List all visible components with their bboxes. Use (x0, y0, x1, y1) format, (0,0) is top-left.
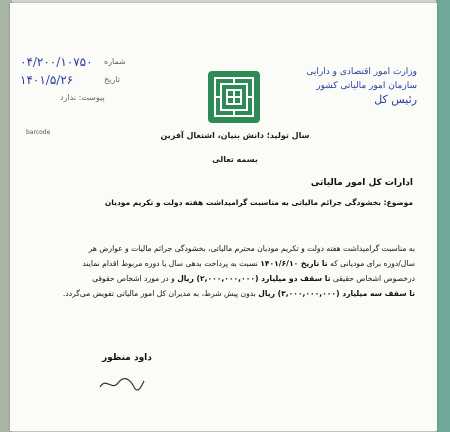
barcode-placeholder: barcode (26, 129, 51, 136)
letter-date-value: ۱۴۰۱/۵/۲۶ (20, 73, 74, 87)
letter-attachment-label: پیوست: ندارد (60, 93, 105, 102)
signer-name: داود منظور (102, 353, 152, 363)
background-frame-right (436, 0, 450, 432)
body-line-1: به مناسبت گرامیداشت هفته دولت و تکریم مودیان محترم مالیاتی، بخشودگی جرائم مالیات و عوارض هر (88, 244, 415, 253)
legal-persons-cap: تا سقف سه میلیارد (۳,۰۰۰,۰۰۰,۰۰۰) ریال (258, 289, 415, 298)
letter-page (10, 3, 437, 431)
natural-persons-cap: تا سقف دو میلیارد (۲,۰۰۰,۰۰۰,۰۰۰) ریال (177, 274, 331, 283)
body-text-span: سال/دوره برای مودیانی که (327, 259, 415, 268)
letter-meta (20, 55, 140, 109)
body-line-4 (23, 286, 415, 301)
tax-organization-logo (206, 69, 262, 125)
letter-attachment-row (20, 91, 140, 109)
head-title: رئیس کل (374, 93, 417, 106)
subject-line: موضوع: بخشودگی جرائم مالیاتی به مناسبت گرامیداشت هفته دولت و تکریم مودیان (104, 198, 413, 207)
body-text-span: نسبت به پرداخت بدهی سال یا دوره مربوط اقدام نمایند (82, 259, 261, 268)
deadline-date: تا تاریخ ۱۴۰۱/۶/۱۰ (260, 259, 328, 268)
signature-scribble (98, 375, 146, 393)
recipient: ادارات کل امور مالیاتی (310, 178, 413, 188)
ministry-name: وزارت امور اقتصادی و دارایی (306, 67, 417, 77)
ministry-header (305, 65, 417, 107)
letter-number-value: ۰۴/۲۰۰/۱۰۷۵۰ (20, 55, 93, 69)
body-line-2 (23, 256, 415, 271)
body-text-span: بدون پیش شرط، به مدیران کل امور مالیاتی تفویض می‌گردد. (62, 289, 259, 298)
basmala: بسمه تعالی (212, 155, 258, 164)
letter-body (23, 241, 415, 301)
letter-date-label: تاریخ (104, 75, 120, 84)
body-line-3 (23, 271, 415, 286)
body-text-span: و در مورد اشخاص حقوقی (92, 274, 178, 283)
letter-date-row (20, 73, 140, 91)
organization-name: سازمان امور مالیاتی کشور (316, 81, 417, 91)
letter-number-row (20, 55, 140, 73)
letter-number-label: شماره (104, 57, 126, 66)
body-text-span: درخصوص اشخاص حقیقی (330, 274, 415, 283)
year-slogan: سال تولید؛ دانش بنیان، اشتغال آفرین (160, 131, 310, 140)
